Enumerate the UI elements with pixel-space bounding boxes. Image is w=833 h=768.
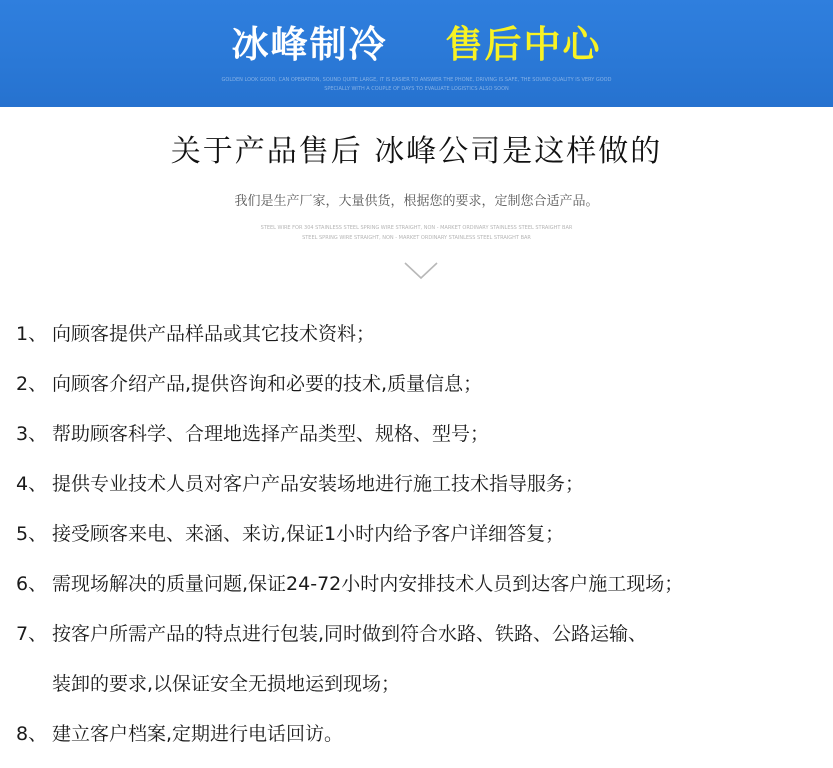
banner-title: [0, 20, 833, 70]
banner-title-left: 冰峰制冷: [231, 23, 388, 66]
list-item: 5、 接受顾客来电、来涵、来访,保证1小时内给予客户详细答复；: [16, 523, 565, 545]
list-item: 4、 提供专业技术人员对客户产品安装场地进行施工技术指导服务；: [16, 473, 585, 495]
section-heading: 关于产品售后 冰峰公司是这样做的: [170, 134, 663, 169]
list-item: 3、 帮助顾客科学、合理地选择产品类型、规格、型号；: [16, 423, 490, 445]
list-item-continuation: 装卸的要求,以保证安全无损地运到现场；: [52, 673, 401, 695]
list-item: 2、 向顾客介绍产品,提供咨询和必要的技术,质量信息；: [16, 373, 483, 395]
list-item: 8、 建立客户档案,定期进行电话回访。: [16, 723, 344, 745]
banner-subtext-line2: SPECIALLY WITH A COUPLE OF DAYS TO EVALUATE LOGISTICS ALSO SOON: [324, 86, 509, 92]
section-subtitle: 我们是生产厂家，大量供货，根据您的要求，定制您合适产品。: [234, 194, 599, 209]
english-caption-line1: STEEL WIRE FOR 304 STAINLESS STEEL SPRING WIRE STRAIGHT, NON - MARKET ORDINARY STAINLESS STEEL STRAIGHT BAR: [260, 225, 573, 231]
list-item: 6、 需现场解决的质量问题,保证24-72小时内安排技术人员到达客户施工现场；: [16, 573, 684, 595]
english-caption-line2: STEEL SPRING WIRE STRAIGHT, NON - MARKET ORDINARY STAINLESS STEEL STRAIGHT BAR: [302, 235, 531, 241]
banner-title-right: 售后中心: [445, 23, 602, 66]
banner-subtext-line1: GOLDEN LOOK GOOD, CAN OPERATION, SOUND QUITE LARGE, IT IS EASIER TO ANSWER THE PHONE, DRIVING IS SAFE, THE SOUND QUALITY IS VERY GOOD: [221, 77, 612, 83]
header-banner: [0, 0, 833, 107]
list-item: 7、 按客户所需产品的特点进行包装,同时做到符合水路、铁路、公路运输、: [16, 623, 648, 645]
chevron-down-icon: [401, 258, 441, 282]
list-item: 1、 向顾客提供产品样品或其它技术资料；: [16, 323, 376, 345]
